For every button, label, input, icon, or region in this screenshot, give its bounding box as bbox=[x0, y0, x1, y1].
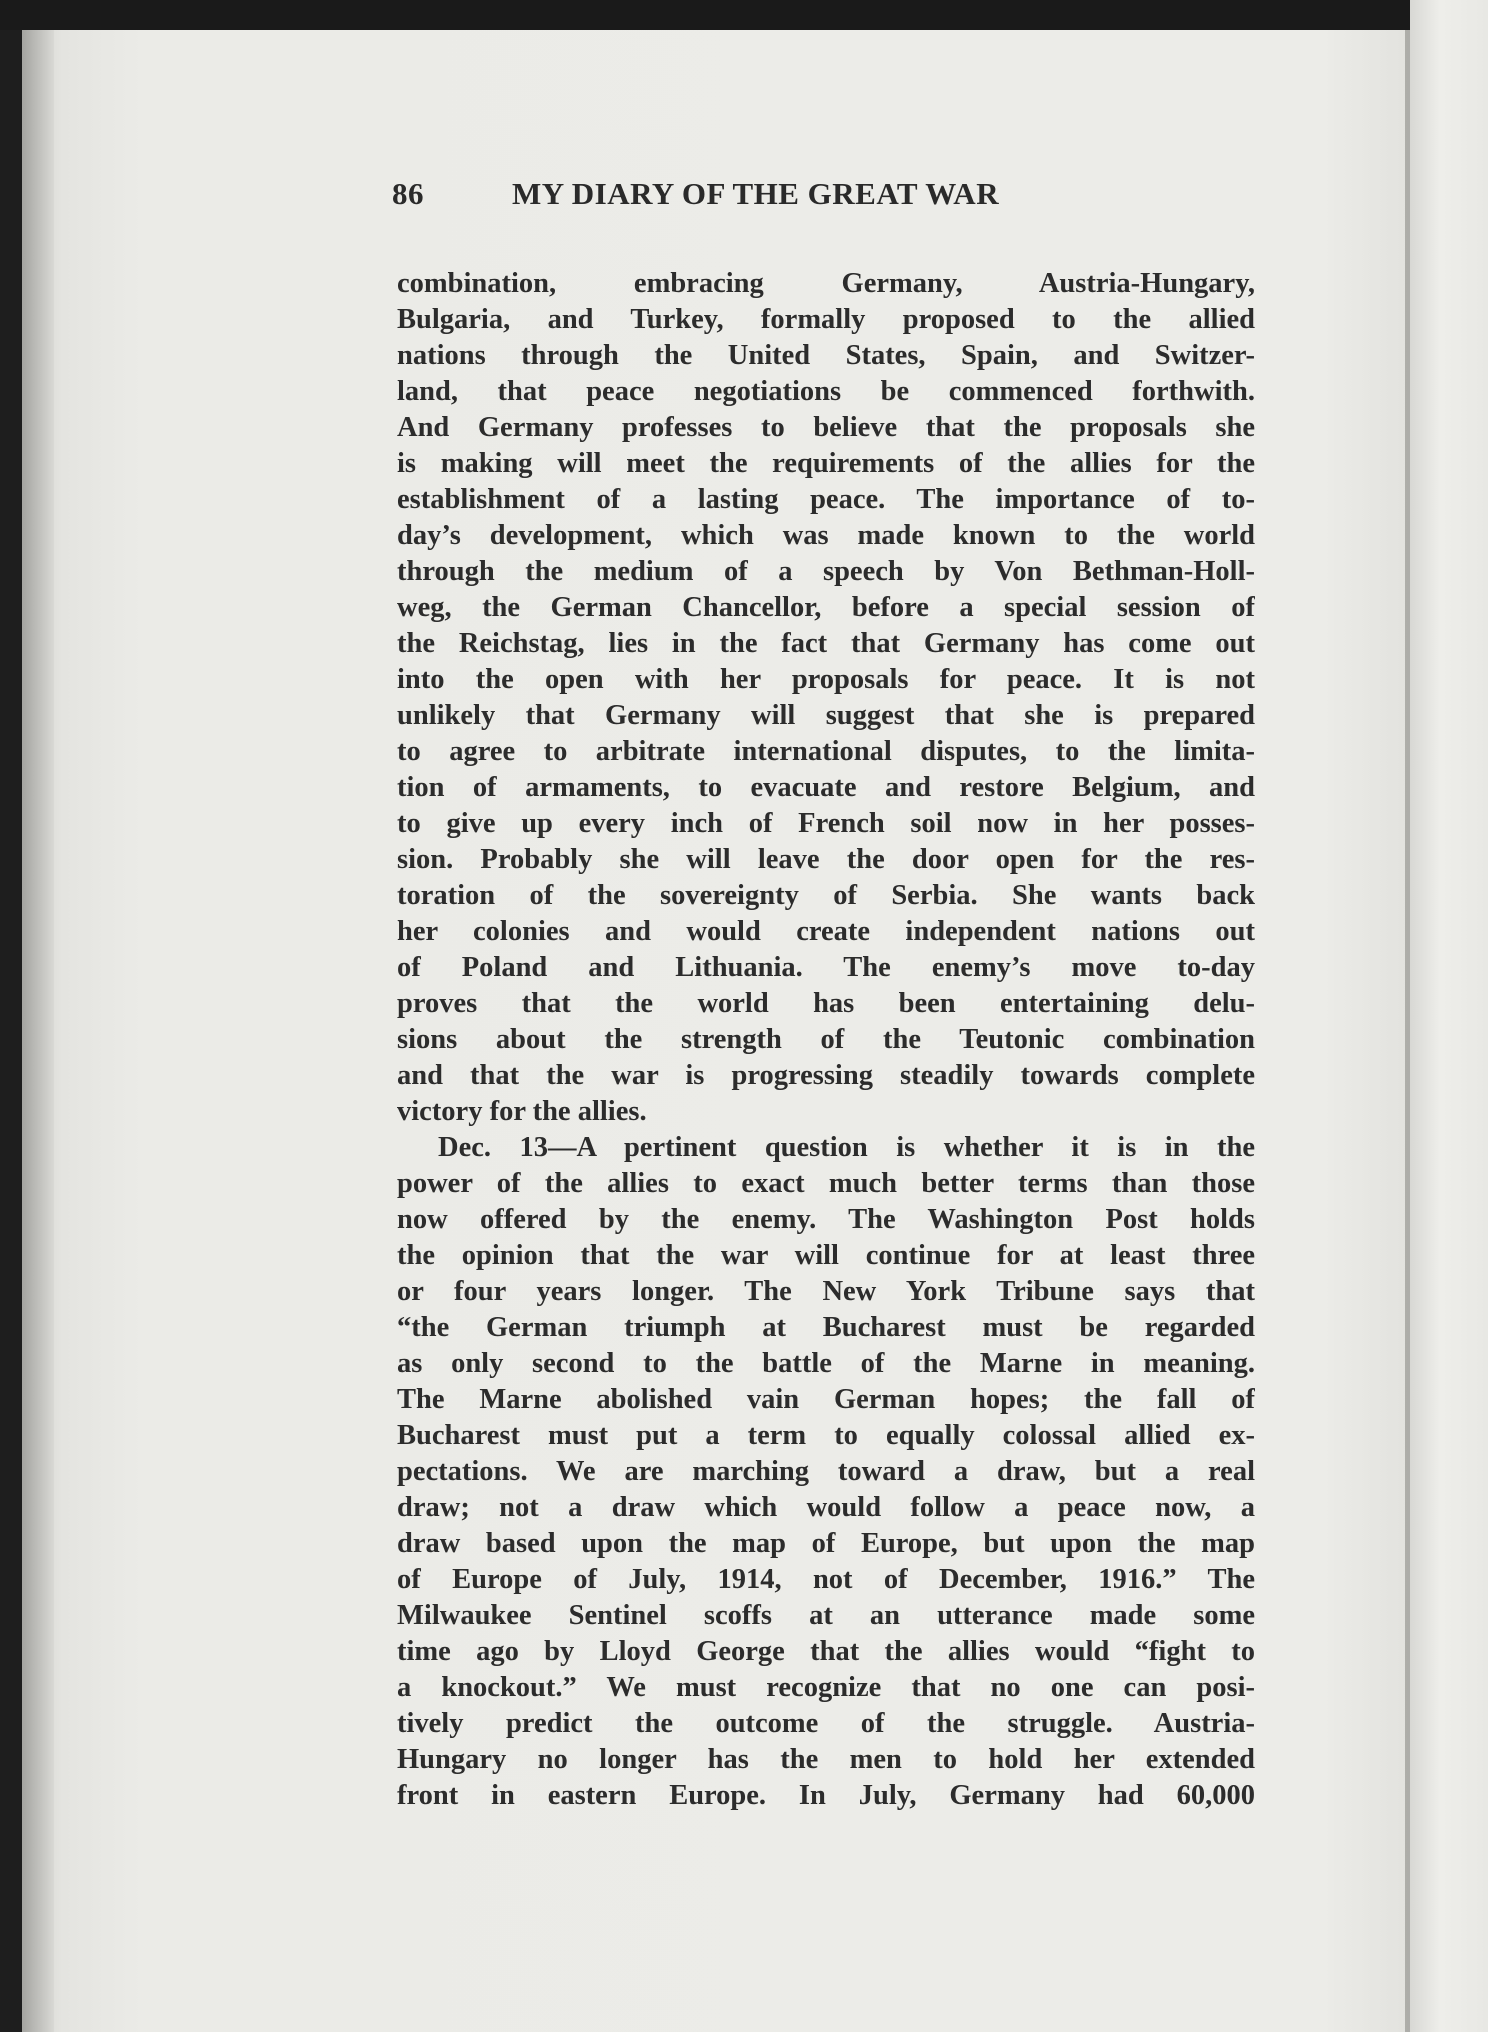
text-line: Dec. 13—A pertinent question is whether it is in the bbox=[438, 1132, 1255, 1163]
text-line: of Poland and Lithuania. The enemy’s move to-day bbox=[397, 952, 1255, 983]
text-line: her colonies and would create independent nations out bbox=[397, 916, 1255, 947]
text-line: as only second to the battle of the Marne in meaning. bbox=[397, 1348, 1255, 1379]
text-line: to give up every inch of French soil now in her posses- bbox=[397, 808, 1255, 839]
text-line: through the medium of a speech by Von Bethman-Holl- bbox=[397, 556, 1255, 587]
text-line: and that the war is progressing steadily towards complete bbox=[397, 1060, 1255, 1091]
text-line: Hungary no longer has the men to hold her extended bbox=[397, 1744, 1255, 1775]
book-title: MY DIARY OF THE GREAT WAR bbox=[512, 176, 1000, 211]
text-line: sions about the strength of the Teutonic combination bbox=[397, 1024, 1255, 1055]
text-line: And Germany professes to believe that the proposals she bbox=[397, 412, 1255, 443]
text-line: land, that peace negotiations be commenced forthwith. bbox=[397, 376, 1255, 407]
page-number: 86 bbox=[392, 176, 424, 211]
text-line: combination, embracing Germany, Austria-Hungary, bbox=[397, 268, 1255, 299]
page-body-text bbox=[397, 266, 1255, 1814]
text-line: the opinion that the war will continue for at least three bbox=[397, 1240, 1255, 1271]
facing-page-edge bbox=[1410, 0, 1488, 2032]
text-line: Milwaukee Sentinel scoffs at an utterance made some bbox=[397, 1600, 1255, 1631]
text-line: tion of armaments, to evacuate and restore Belgium, and bbox=[397, 772, 1255, 803]
text-line: is making will meet the requirements of the allies for the bbox=[397, 448, 1255, 479]
text-line: power of the allies to exact much better terms than those bbox=[397, 1168, 1255, 1199]
text-line: time ago by Lloyd George that the allies would “fight to bbox=[397, 1636, 1255, 1667]
text-line: sion. Probably she will leave the door open for the res- bbox=[397, 844, 1255, 875]
running-header bbox=[392, 176, 1252, 222]
text-line: weg, the German Chancellor, before a special session of bbox=[397, 592, 1255, 623]
text-line: Bucharest must put a term to equally colossal allied ex- bbox=[397, 1420, 1255, 1451]
paragraph-1 bbox=[397, 266, 1255, 1130]
text-line: proves that the world has been entertaining delu- bbox=[397, 988, 1255, 1019]
scan-top-border bbox=[0, 0, 1488, 30]
text-line: the Reichstag, lies in the fact that Germany has come out bbox=[397, 628, 1255, 659]
text-line: nations through the United States, Spain, and Switzer- bbox=[397, 340, 1255, 371]
text-line: pectations. We are marching toward a draw, but a real bbox=[397, 1456, 1255, 1487]
text-line: now offered by the enemy. The Washington Post holds bbox=[397, 1204, 1255, 1235]
text-line: draw based upon the map of Europe, but upon the map bbox=[397, 1528, 1255, 1559]
text-line: Bulgaria, and Turkey, formally proposed to the allied bbox=[397, 304, 1255, 335]
text-line: draw; not a draw which would follow a peace now, a bbox=[397, 1492, 1255, 1523]
text-line: day’s development, which was made known to the world bbox=[397, 520, 1255, 551]
text-line: front in eastern Europe. In July, Germany had 60,000 bbox=[397, 1780, 1255, 1811]
text-line: into the open with her proposals for peace. It is not bbox=[397, 664, 1255, 695]
text-line: establishment of a lasting peace. The importance of to- bbox=[397, 484, 1255, 515]
text-line: tively predict the outcome of the struggle. Austria- bbox=[397, 1708, 1255, 1739]
text-line: a knockout.” We must recognize that no one can posi- bbox=[397, 1672, 1255, 1703]
text-line: of Europe of July, 1914, not of December, 1916.” The bbox=[397, 1564, 1255, 1595]
text-line: or four years longer. The New York Tribune says that bbox=[397, 1276, 1255, 1307]
text-line: The Marne abolished vain German hopes; the fall of bbox=[397, 1384, 1255, 1415]
text-line: “the German triumph at Bucharest must be regarded bbox=[397, 1312, 1255, 1343]
text-line: unlikely that Germany will suggest that she is prepared bbox=[397, 700, 1255, 731]
text-line: to agree to arbitrate international disputes, to the limita- bbox=[397, 736, 1255, 767]
page-gutter-shadow bbox=[22, 30, 54, 2032]
paragraph-2 bbox=[397, 1130, 1255, 1814]
text-line: victory for the allies. bbox=[397, 1096, 647, 1127]
text-line: toration of the sovereignty of Serbia. She wants back bbox=[397, 880, 1255, 911]
